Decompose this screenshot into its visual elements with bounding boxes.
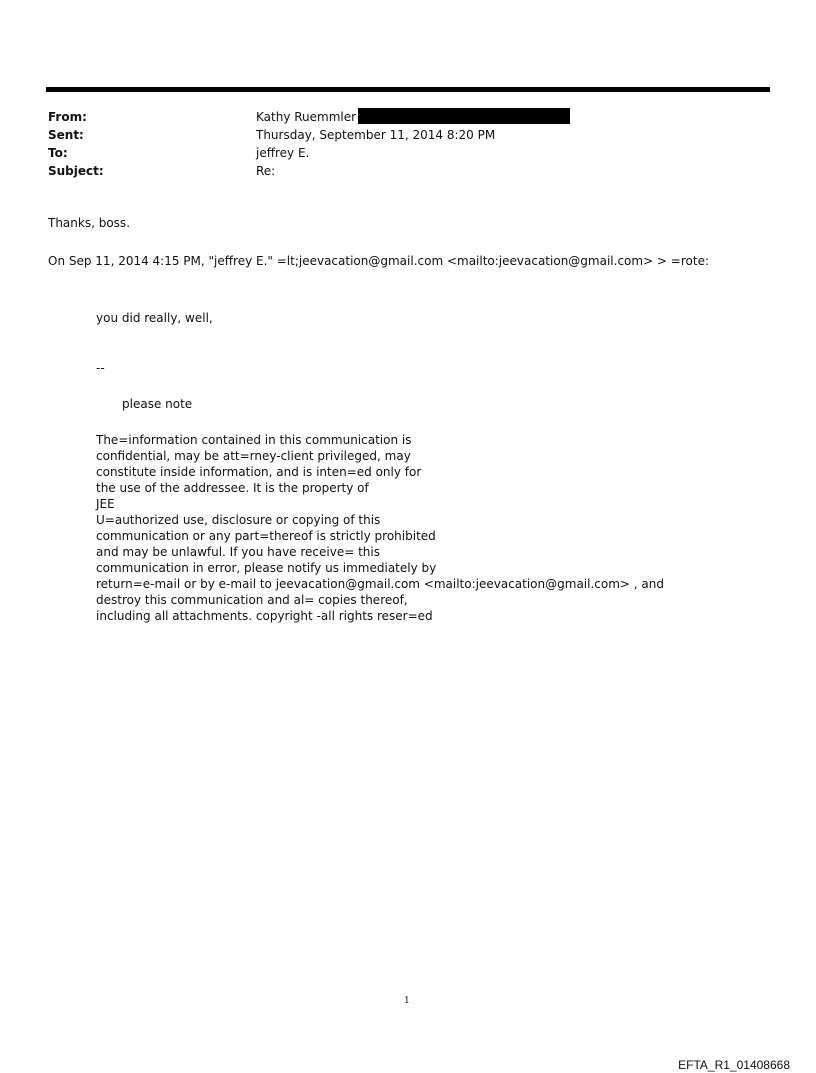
sent-row [48,126,570,144]
disclaimer [96,432,664,624]
sent-value: Thursday, September 11, 2014 8:20 PM [256,128,496,142]
disclaimer-line: including all attachments. copyright -all rights reser=ed [96,609,433,623]
disclaimer-line: and may be unlawful. If you have receive= this [96,545,380,559]
header-divider [46,87,770,92]
subject-value: Re: [256,164,276,178]
from-label: From: [48,110,87,124]
subject-row [48,162,570,180]
disclaimer-line: U=authorized use, disclosure or copying of this [96,513,381,527]
disclaimer-line: communication or any part=thereof is strictly prohibited [96,529,436,543]
email-header [48,108,570,180]
disclaimer-line: destroy this communication and al= copies thereof, [96,593,408,607]
to-row [48,144,570,162]
disclaimer-line: confidential, may be att=rney-client privileged, may [96,449,411,463]
page-number: 1 [404,996,410,1006]
to-value: jeffrey E. [256,146,310,160]
sent-label: Sent: [48,128,84,142]
disclaimer-line: The=information contained in this communication is [96,433,412,447]
redaction-block [358,108,570,124]
to-label: To: [48,146,68,160]
from-value [256,108,570,126]
from-row [48,108,570,126]
document-id: EFTA_R1_01408668 [678,1058,790,1072]
reply-text: Thanks, boss. [48,216,131,230]
note-heading: please note [122,397,193,411]
quoted-message: you did really, well, [96,311,213,325]
sender-name: Kathy Ruemmler [256,110,357,124]
quote-intro: On Sep 11, 2014 4:15 PM, "jeffrey E." =lt;jeevacation@gmail.com <mailto:jeevacation@gmail.com> > =rote: [48,254,710,268]
subject-label: Subject: [48,164,104,178]
disclaimer-line: JEE [96,497,115,511]
disclaimer-line: communication in error, please notify us immediately by [96,561,437,575]
disclaimer-line: return=e-mail or by e-mail to jeevacation@gmail.com <mailto:jeevacation@gmail.com> , and [96,577,664,591]
disclaimer-line: the use of the addressee. It is the property of [96,481,369,495]
disclaimer-line: constitute inside information, and is inten=ed only for [96,465,422,479]
signature-separator: -- [96,361,105,375]
